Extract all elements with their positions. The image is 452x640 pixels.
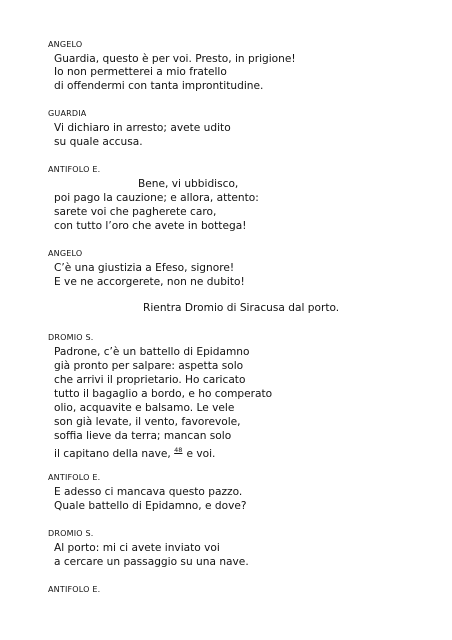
verse-line: già pronto per salpare: aspetta solo bbox=[54, 360, 244, 372]
speaker-name: DROMIO S. bbox=[48, 529, 94, 538]
speaker-name: ANGELO bbox=[48, 249, 83, 258]
footnote-link[interactable]: 48 bbox=[174, 446, 183, 454]
verse-line: su quale accusa. bbox=[54, 136, 143, 148]
speaker-name: ANTIFOLO E. bbox=[48, 585, 101, 594]
verse-line: Quale battello di Epidamno, e dove? bbox=[54, 500, 247, 512]
verse-text: il capitano della nave, bbox=[54, 448, 171, 460]
verse-line: soffia lieve da terra; mancan solo bbox=[54, 430, 232, 442]
verse-line-with-footnote bbox=[54, 444, 215, 461]
verse-line: Guardia, questo è per voi. Presto, in prigione! bbox=[54, 53, 296, 65]
verse-line: Al porto: mi ci avete inviato voi bbox=[54, 542, 220, 554]
stage-direction: Rientra Dromio di Siracusa dal porto. bbox=[143, 302, 340, 314]
verse-line: Io non permetterei a mio fratello bbox=[54, 66, 227, 78]
speaker-name: ANTIFOLO E. bbox=[48, 473, 101, 482]
verse-line: olio, acquavite e balsamo. Le vele bbox=[54, 402, 235, 414]
verse-line: di offendermi con tanta improntitudine. bbox=[54, 80, 264, 92]
verse-line: poi pago la cauzione; e allora, attento: bbox=[54, 192, 259, 204]
verse-line: con tutto l’oro che avete in bottega! bbox=[54, 220, 247, 232]
speaker-name: ANTIFOLO E. bbox=[48, 165, 101, 174]
verse-line: son già levate, il vento, favorevole, bbox=[54, 416, 241, 428]
verse-line: sarete voi che pagherete caro, bbox=[54, 206, 217, 218]
verse-line: E ve ne accorgerete, non ne dubito! bbox=[54, 276, 245, 288]
verse-line: a cercare un passaggio su una nave. bbox=[54, 556, 249, 568]
speaker-name: ANGELO bbox=[48, 40, 83, 49]
verse-line: Vi dichiaro in arresto; avete udito bbox=[54, 122, 231, 134]
speaker-name: GUARDIA bbox=[48, 109, 87, 118]
verse-line: che arrivi il proprietario. Ho caricato bbox=[54, 374, 246, 386]
verse-line: C’è una giustizia a Efeso, signore! bbox=[54, 262, 235, 274]
verse-text: e voi. bbox=[186, 448, 216, 460]
verse-line: tutto il bagaglio a bordo, e ho comperato bbox=[54, 388, 273, 400]
speaker-name: DROMIO S. bbox=[48, 333, 94, 342]
verse-line: Padrone, c’è un battello di Epidamno bbox=[54, 346, 250, 358]
verse-line: Bene, vi ubbidisco, bbox=[138, 178, 239, 190]
verse-line: E adesso ci mancava questo pazzo. bbox=[54, 486, 243, 498]
